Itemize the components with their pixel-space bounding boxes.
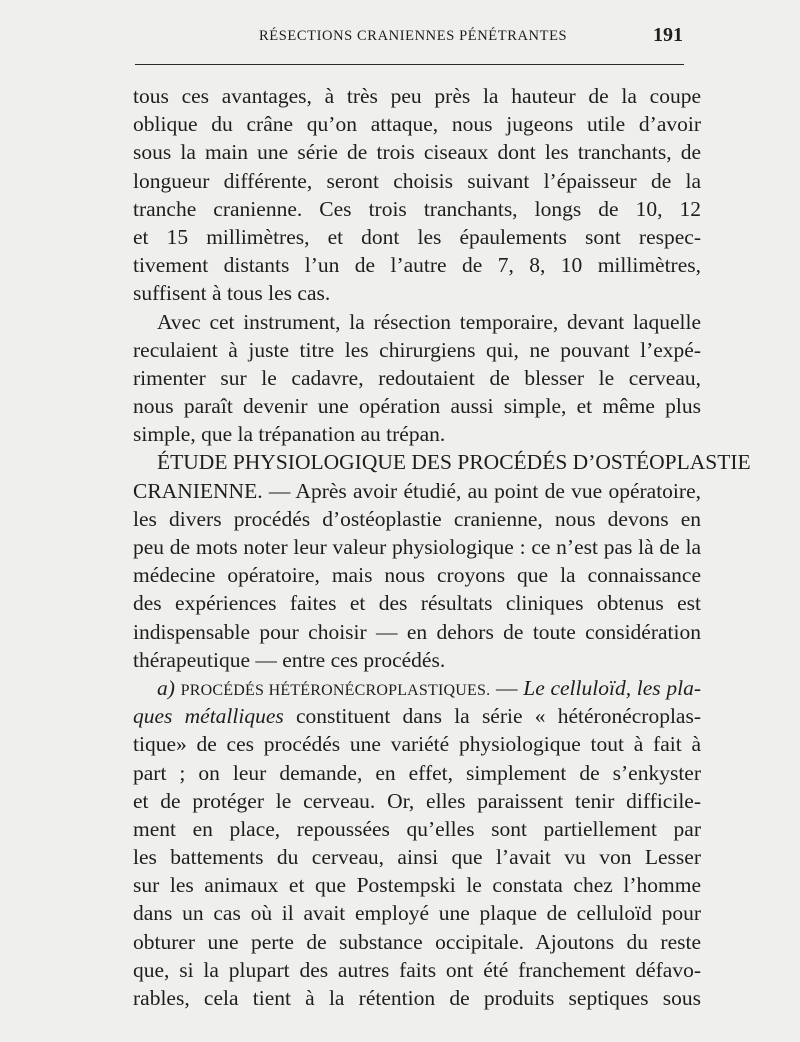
text-line: et 15 millimètres, et dont les épaulements sont respec- (133, 224, 701, 249)
text-span: constituent dans la série « hétéronécroplas- (283, 704, 701, 729)
text-line: que, si la plupart des autres faits ont été franchement défavo- (133, 957, 701, 982)
italic-text: Le celluloïd, les pla- (523, 675, 702, 700)
text-line: simple, que la trépanation au trépan. (133, 422, 446, 447)
page-number: 191 (653, 24, 683, 46)
text-line: tous ces avantages, à très peu près la hauteur de la coupe (133, 84, 701, 108)
text-line: les divers procédés d’ostéoplastie cranienne, nous devons en (133, 506, 701, 531)
text-line (133, 702, 701, 730)
italic-text: ques métalliques (133, 704, 284, 729)
text-line: suffisent à tous les cas. (133, 281, 331, 306)
em-dash: — (490, 675, 524, 700)
text-line: les battements du cerveau, ainsi que l’avait vu von Lesser (133, 845, 701, 870)
text-line: ment en place, repoussées qu’elles sont partiellement par (133, 816, 701, 841)
text-line: rimenter sur le cadavre, redoutaient de blesser le cerveau, (133, 365, 701, 390)
text-line: oblique du crâne qu’on attaque, nous jugeons utile d’avoir (133, 112, 701, 137)
text-line: part ; on leur demande, en effet, simplement de s’enkyster (133, 760, 701, 785)
header-rule (135, 64, 684, 65)
text-line: médecine opératoire, mais nous croyons que la connaissance (133, 563, 701, 588)
text-line: CRANIENNE. — Après avoir étudié, au point de vue opératoire, (133, 478, 701, 503)
section-heading: ÉTUDE PHYSIOLOGIQUE DES PROCÉDÉS D’OSTÉOPLASTIE (157, 450, 751, 475)
body-text (133, 82, 751, 1012)
text-line: thérapeutique — entre ces procédés. (133, 647, 446, 672)
subsection-title: PROCÉDÉS HÉTÉRONÉCROPLASTIQUES. (180, 681, 491, 699)
text-line: dans un cas où il avait employé une plaque de celluloïd pour (133, 901, 701, 926)
subsection-label: a) (157, 675, 175, 700)
paragraph-4 (133, 674, 701, 1012)
text-line: tranche cranienne. Ces trois tranchants, longs de 10, 12 (133, 196, 701, 221)
text-line: rables, cela tient à la rétention de produits septiques sous (133, 986, 701, 1010)
text-line: reculaient à juste titre les chirurgiens qui, ne pouvant l’expé- (133, 337, 701, 362)
text-line: obturer une perte de substance occipitale. Ajoutons du reste (133, 929, 701, 954)
running-head (133, 24, 683, 48)
paragraph-1 (133, 82, 701, 308)
running-title: RÉSECTIONS CRANIENNES PÉNÉTRANTES (259, 28, 568, 44)
text-line: tique» de ces procédés une variété physiologique tout à fait à (133, 732, 701, 757)
text-line: tivement distants l’un de l’autre de 7, 8, 10 millimètres, (133, 253, 701, 278)
text-line: sous la main une série de trois ciseaux dont les tranchants, de (133, 140, 701, 165)
text-line: sur les animaux et que Postempski le constata chez l’homme (133, 873, 701, 898)
paragraph-3 (133, 448, 751, 674)
text-line: indispensable pour choisir — en dehors de toute considération (133, 619, 701, 644)
text-line: Avec cet instrument, la résection temporaire, devant laquelle (157, 309, 701, 334)
text-line: peu de mots noter leur valeur physiologique : ce n’est pas là de la (133, 535, 701, 559)
text-line: et de protéger le cerveau. Or, elles paraissent tenir difficile- (133, 788, 701, 813)
text-line: des expériences faites et des résultats cliniques obtenus est (133, 591, 701, 616)
paragraph-2 (133, 308, 701, 449)
subsection-heading-line (133, 674, 701, 702)
text-line: nous paraît devenir une opération aussi simple, et même plus (133, 394, 701, 419)
text-line: longueur différente, seront choisis suivant l’épaisseur de la (133, 168, 701, 193)
